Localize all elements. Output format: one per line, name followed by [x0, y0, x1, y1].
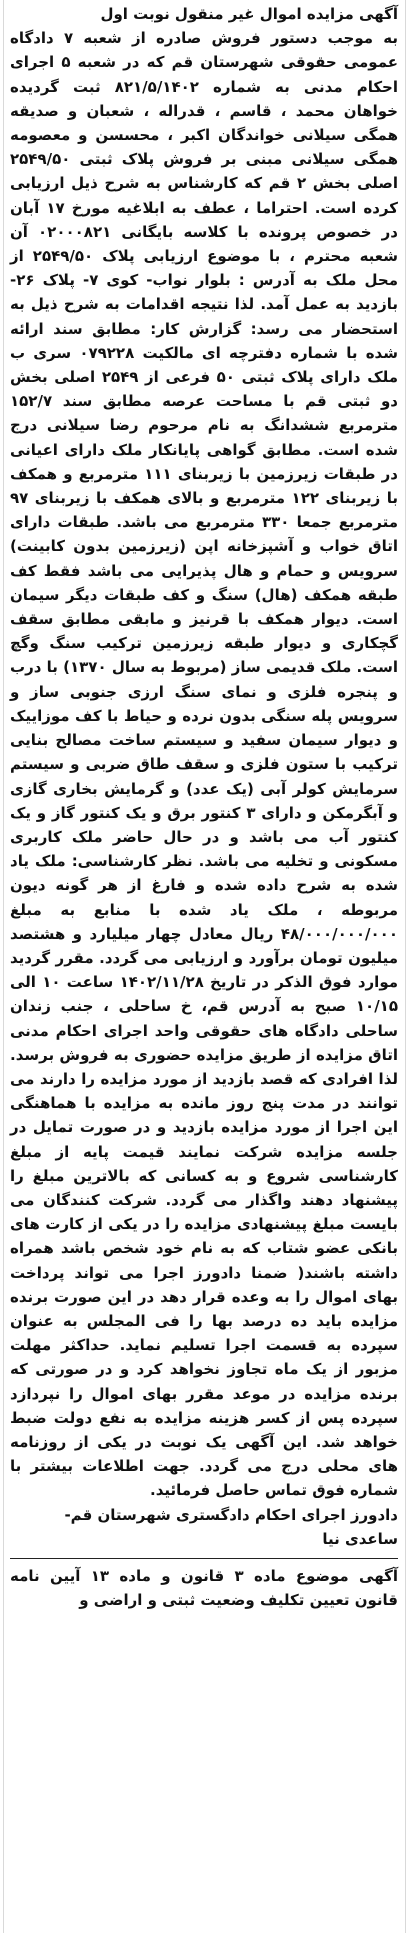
ad-body: به موجب دستور فروش صادره از شعبه ۷ دادگاه عمومی حقوقی شهرستان قم که در شعبه ۵ اجرای احکام مدنی به شماره ۸۲۱/۵/۱۴۰۲ ثبت گردیده خواهان محمد ، قاسم ، قدراله ، شعبان و صدیقه همگی سیلانی خواندگان اکبر ، محسسن و معصومه همگی سیلانی مبنی بر فروش پلاک ثبتی ۲۵۴۹/۵۰ اصلی بخش ۲ قم که کارشناس به شرح ذیل ارزیابی کرده است. احتراما ، عطف به ابلاغیه مورخ ۱۷ آبان در خصوص پرونده با کلاسه بایگانی ۰۲۰۰۰۸۲۱ آن شعبه محترم ، با موضوع ارزیابی پلاک ۲۵۴۹/۵۰ از محل ملک به آدرس : بلوار نواب- کوی ۷- پلاک ۲۶-بازدید به عمل آمد. لذا نتیجه اقدامات به شرح ذیل به استحضار می رسد: گزارش کار: مطابق سند ارائه شده با شماره دفترچه ای مالکیت ۰۷۹۲۲۸ سری ب ملک دارای پلاک ثبتی ۵۰ فرعی از ۲۵۴۹ اصلی بخش دو ثبتی قم با مساحت عرصه مطابق سند ۱۵۲/۷ مترمربع ششدانگ به نام مرحوم رضا سیلانی درج شده است. مطابق گواهی پایانکار ملک دارای اعیانی در طبقات زیرزمین با زیربنای ۱۱۱ مترمربع و همکف با زیربنای ۱۲۲ مترمربع و بالای همکف با زیربنای ۹۷ مترمربع جمعا ۳۳۰ مترمربع می باشد. طبقات دارای اتاق خواب و آشپزخانه اپن (زیرزمین بدون کابینت) سرویس و حمام و هال پذیرایی می باشد فقط کف طبقه همکف (هال) سنگ و کف طبقات دیگر سیمان است. دیوار همکف با قرنیز و مابقی مطابق سقف گچکاری و دیوار طبقه زیرزمین ترکیب سنگ وگچ است. ملک قدیمی ساز (مربوط به سال ۱۳۷۰) با درب و پنجره فلزی و نمای سنگ ارزی جنوبی ساز و سرویس پله سنگی بدون نرده و حیاط با کف موزاییک و دیوار سیمان سفید و سیستم ساخت مصالح بنایی ترکیب با ستون فلزی و سقف طاق ضربی و سیستم سرمایش کولر آبی (یک عدد) و گرمایش بخاری گازی و آبگرمکن و دارای ۳ کنتور برق و یک کنتور گاز و یک کنتور آب می باشد و در حال حاضر ملک کاربری مسکونی و تخلیه می باشد. نظر کارشناسی: ملک یاد شده به شرح داده شده و فارغ از هر گونه دیون مربوطه ، ملک یاد شده با منابع به مبلغ ۴۸/۰۰۰/۰۰۰/۰۰۰ ریال معادل چهار میلیارد و هشتصد میلیون تومان برآورد و ارزیابی می گردد. مقرر گردید موارد فوق الذکر در تاریخ ۱۴۰۲/۱۱/۲۸ ساعت ۱۰ الی ۱۰/۱۵ صبح به آدرس قم، خ ساحلی ، جنب زندان ساحلی دادگاه های حقوقی واحد اجرای احکام مدنی اتاق مزایده از طریق مزایده حضوری به فروش برسد. لذا افرادی که قصد بازدید از مورد مزایده را دارند می توانند در مدت پنج روز مانده به مزایده با هماهنگی این اجرا از مورد مزایده بازدید و در صورت تمایل در جلسه مزایده شرکت نمایند قیمت پایه از مبلغ کارشناسی شروع و به کسانی که بالاترین مبلغ را پیشنهاد دهند واگذار می گردد. شرکت کنندگان می بایست مبلغ پیشنهادی مزایده را در یکی از کارت های بانکی عضو شتاب که به نام خود شخص باشد همراه داشته باشند( ضمنا دادورز اجرا می تواند پرداخت بهای اموال را به وعده قرار دهد در این صورت برنده مزایده باید ده درصد بها را فی المجلس به عنوان سپرده به قسمت اجرا تسلیم نماید. حداکثر مهلت مزبور از یک ماه تجاوز نخواهد کرد و در صورتی که برنده مزایده در موعد مقرر بهای اموال را نپردازد سپرده پس از کسر هزینه مزایده به نفع دولت ضبط خواهد شد. این آگهی یک نوبت در یکی از روزنامه های محلی درج می گردد. جهت اطلاعات بیشتر با شماره فوق تماس حاصل فرمائید. — [10, 29, 399, 1500]
next-ad-body: آگهی موضوع ماده ۳ قانون و ماده ۱۳ آیین نامه قانون تعیین تکلیف وضعیت ثبتی و اراضی و — [10, 1567, 398, 1610]
ad-divider — [10, 1558, 398, 1559]
right-edge-line — [405, 0, 406, 1933]
ad-column — [10, 2, 398, 1612]
ad-signature: دادورز اجرای احکام دادگستری شهرستان قم- ساعدی نیا — [64, 1505, 398, 1548]
left-edge-line — [3, 0, 4, 1933]
ad-title: آگهی مزایده اموال غیر منقول نوبت اول — [100, 5, 398, 23]
